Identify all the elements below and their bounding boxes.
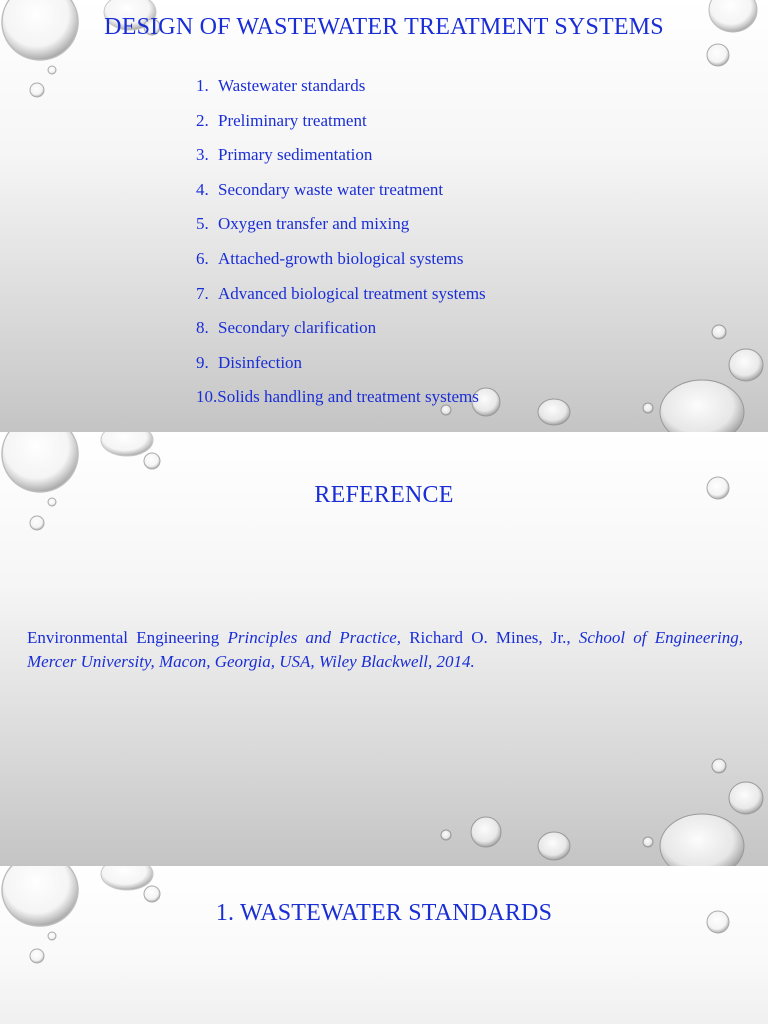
reference-author: Richard O. Mines, Jr., [401, 628, 579, 647]
list-item-number: 10. [196, 387, 218, 407]
list-item [196, 383, 486, 418]
water-drops-decoration [0, 866, 768, 1024]
slide-2 [0, 432, 768, 866]
list-item-number: 6. [196, 248, 209, 268]
list-item-label: Secondary waste water treatment [218, 179, 444, 199]
list-item [196, 245, 486, 280]
list-item [196, 314, 486, 349]
slide-title: REFERENCE [314, 482, 454, 508]
list-item-label: Attached-growth biological systems [218, 248, 464, 268]
reference-text: Environmental Engineering [27, 628, 228, 647]
reference-citation [27, 626, 743, 674]
slide-1 [0, 0, 768, 432]
list-item-number: 7. [196, 283, 209, 303]
list-item-label: Disinfection [218, 352, 303, 372]
list-item-number: 1. [196, 76, 209, 95]
reference-book-title: Principles and Practice, [227, 628, 402, 647]
list-item-number: 9. [196, 352, 209, 372]
list-item-number: 2. [196, 110, 209, 130]
slide-title: 1. WASTEWATER STANDARDS [215, 900, 553, 926]
list-item [196, 107, 486, 142]
list-item [196, 349, 486, 384]
list-item [196, 210, 486, 245]
list-item [196, 176, 486, 211]
list-item-number: 5. [196, 214, 209, 234]
list-item-label: Advanced biological treatment systems [218, 283, 486, 303]
reference-publisher: School of Engineering, Mercer University, Macon, Georgia, USA, Wiley Blackwell, 2014. [27, 628, 743, 671]
list-item-number: 4. [196, 179, 209, 199]
slide-3 [0, 866, 768, 1024]
list-item-label: Wastewater standards [218, 76, 366, 95]
list-item-number: 3. [196, 145, 209, 165]
slide-title: DESIGN OF WASTEWATER TREATMENT SYSTEMS [104, 14, 664, 40]
list-item-label: Preliminary treatment [218, 110, 367, 130]
list-item-label: Secondary clarification [218, 318, 377, 338]
list-item [196, 280, 486, 315]
list-item-label: Primary sedimentation [218, 145, 373, 165]
list-item [196, 141, 486, 176]
list-item-number: 8. [196, 318, 209, 338]
list-item-label: Oxygen transfer and mixing [218, 214, 410, 234]
list-item [196, 72, 486, 107]
list-item-label: Solids handling and treatment systems [217, 387, 479, 407]
topics-list [196, 72, 486, 418]
